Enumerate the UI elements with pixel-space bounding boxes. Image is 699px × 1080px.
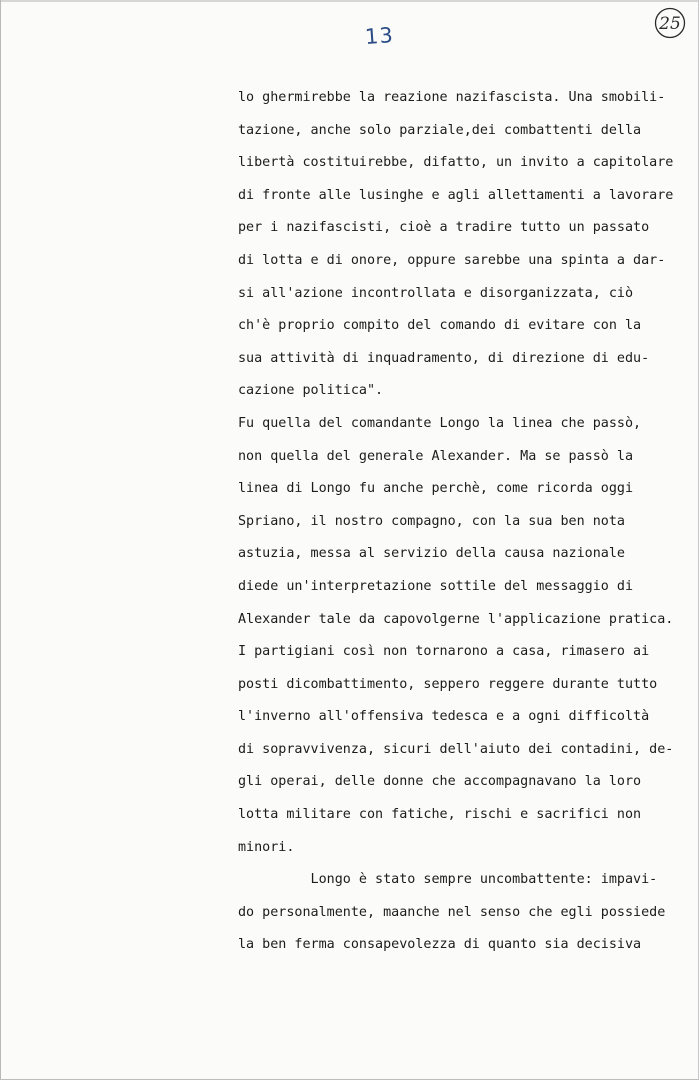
text-line: si all'azione incontrollata e disorganizzata, ciò [238, 285, 634, 301]
text-line: diede un'interpretazione sottile del messaggio di [238, 578, 634, 594]
page-top-edge [1, 0, 699, 2]
text-line: di lotta e di onore, oppure sarebbe una spinta a dar- [238, 252, 666, 268]
text-line: Alexander tale da capovolgerne l'applicazione pratica. [238, 611, 674, 627]
archive-stamp [653, 6, 687, 40]
text-line: minori. [238, 839, 295, 855]
text-line: Longo è stato sempre uncombattente: impavi- [238, 872, 658, 888]
archive-number: 25 [659, 14, 681, 34]
archive-stamp-circle [653, 6, 687, 40]
text-line: I partigiani così non tornarono a casa, rimasero ai [238, 644, 650, 660]
text-line: per i nazifascisti, cioè a tradire tutto un passato [238, 220, 650, 236]
text-line: linea di Longo fu anche perchè, come ricorda oggi [238, 481, 634, 497]
text-line: posti dicombattimento, seppero reggere durante tutto [238, 676, 658, 692]
text-line: ch'è proprio compito del comando di evitare con la [238, 318, 642, 334]
page-number: 13 [364, 23, 395, 49]
text-line: libertà costituirebbe, difatto, un invito a capitolare [238, 155, 674, 171]
text-line: l'inverno all'offensiva tedesca e a ogni difficoltà [238, 709, 650, 725]
text-line: astuzia, messa al servizio della causa nazionale [238, 546, 625, 562]
text-line: la ben ferma consapevolezza di quanto sia decisiva [238, 937, 642, 953]
text-line: tazione, anche solo parziale,dei combattenti della [238, 122, 642, 138]
text-line: lotta militare con fatiche, rischi e sacrifici non [238, 807, 642, 823]
text-line: gli operai, delle donne che accompagnavano la loro [238, 774, 642, 790]
text-line: sua attività di inquadramento, di direzione di edu- [238, 350, 650, 366]
text-line: do personalmente, maanche nel senso che egli possiede [238, 904, 666, 920]
text-line: Spriano, il nostro compagno, con la sua ben nota [238, 513, 625, 529]
text-line: lo ghermirebbe la reazione nazifascista. Una smobili- [238, 90, 666, 105]
text-line: Fu quella del comandante Longo la linea che passò, [238, 415, 642, 431]
typescript-body [238, 89, 690, 969]
text-line: non quella del generale Alexander. Ma se passò la [238, 448, 634, 464]
text-line: di sopravvivenza, sicuri dell'aiuto dei contadini, de- [238, 741, 674, 757]
text-line: cazione politica". [238, 383, 384, 399]
text-line: di fronte alle lusinghe e agli allettamenti a lavorare [238, 187, 674, 203]
